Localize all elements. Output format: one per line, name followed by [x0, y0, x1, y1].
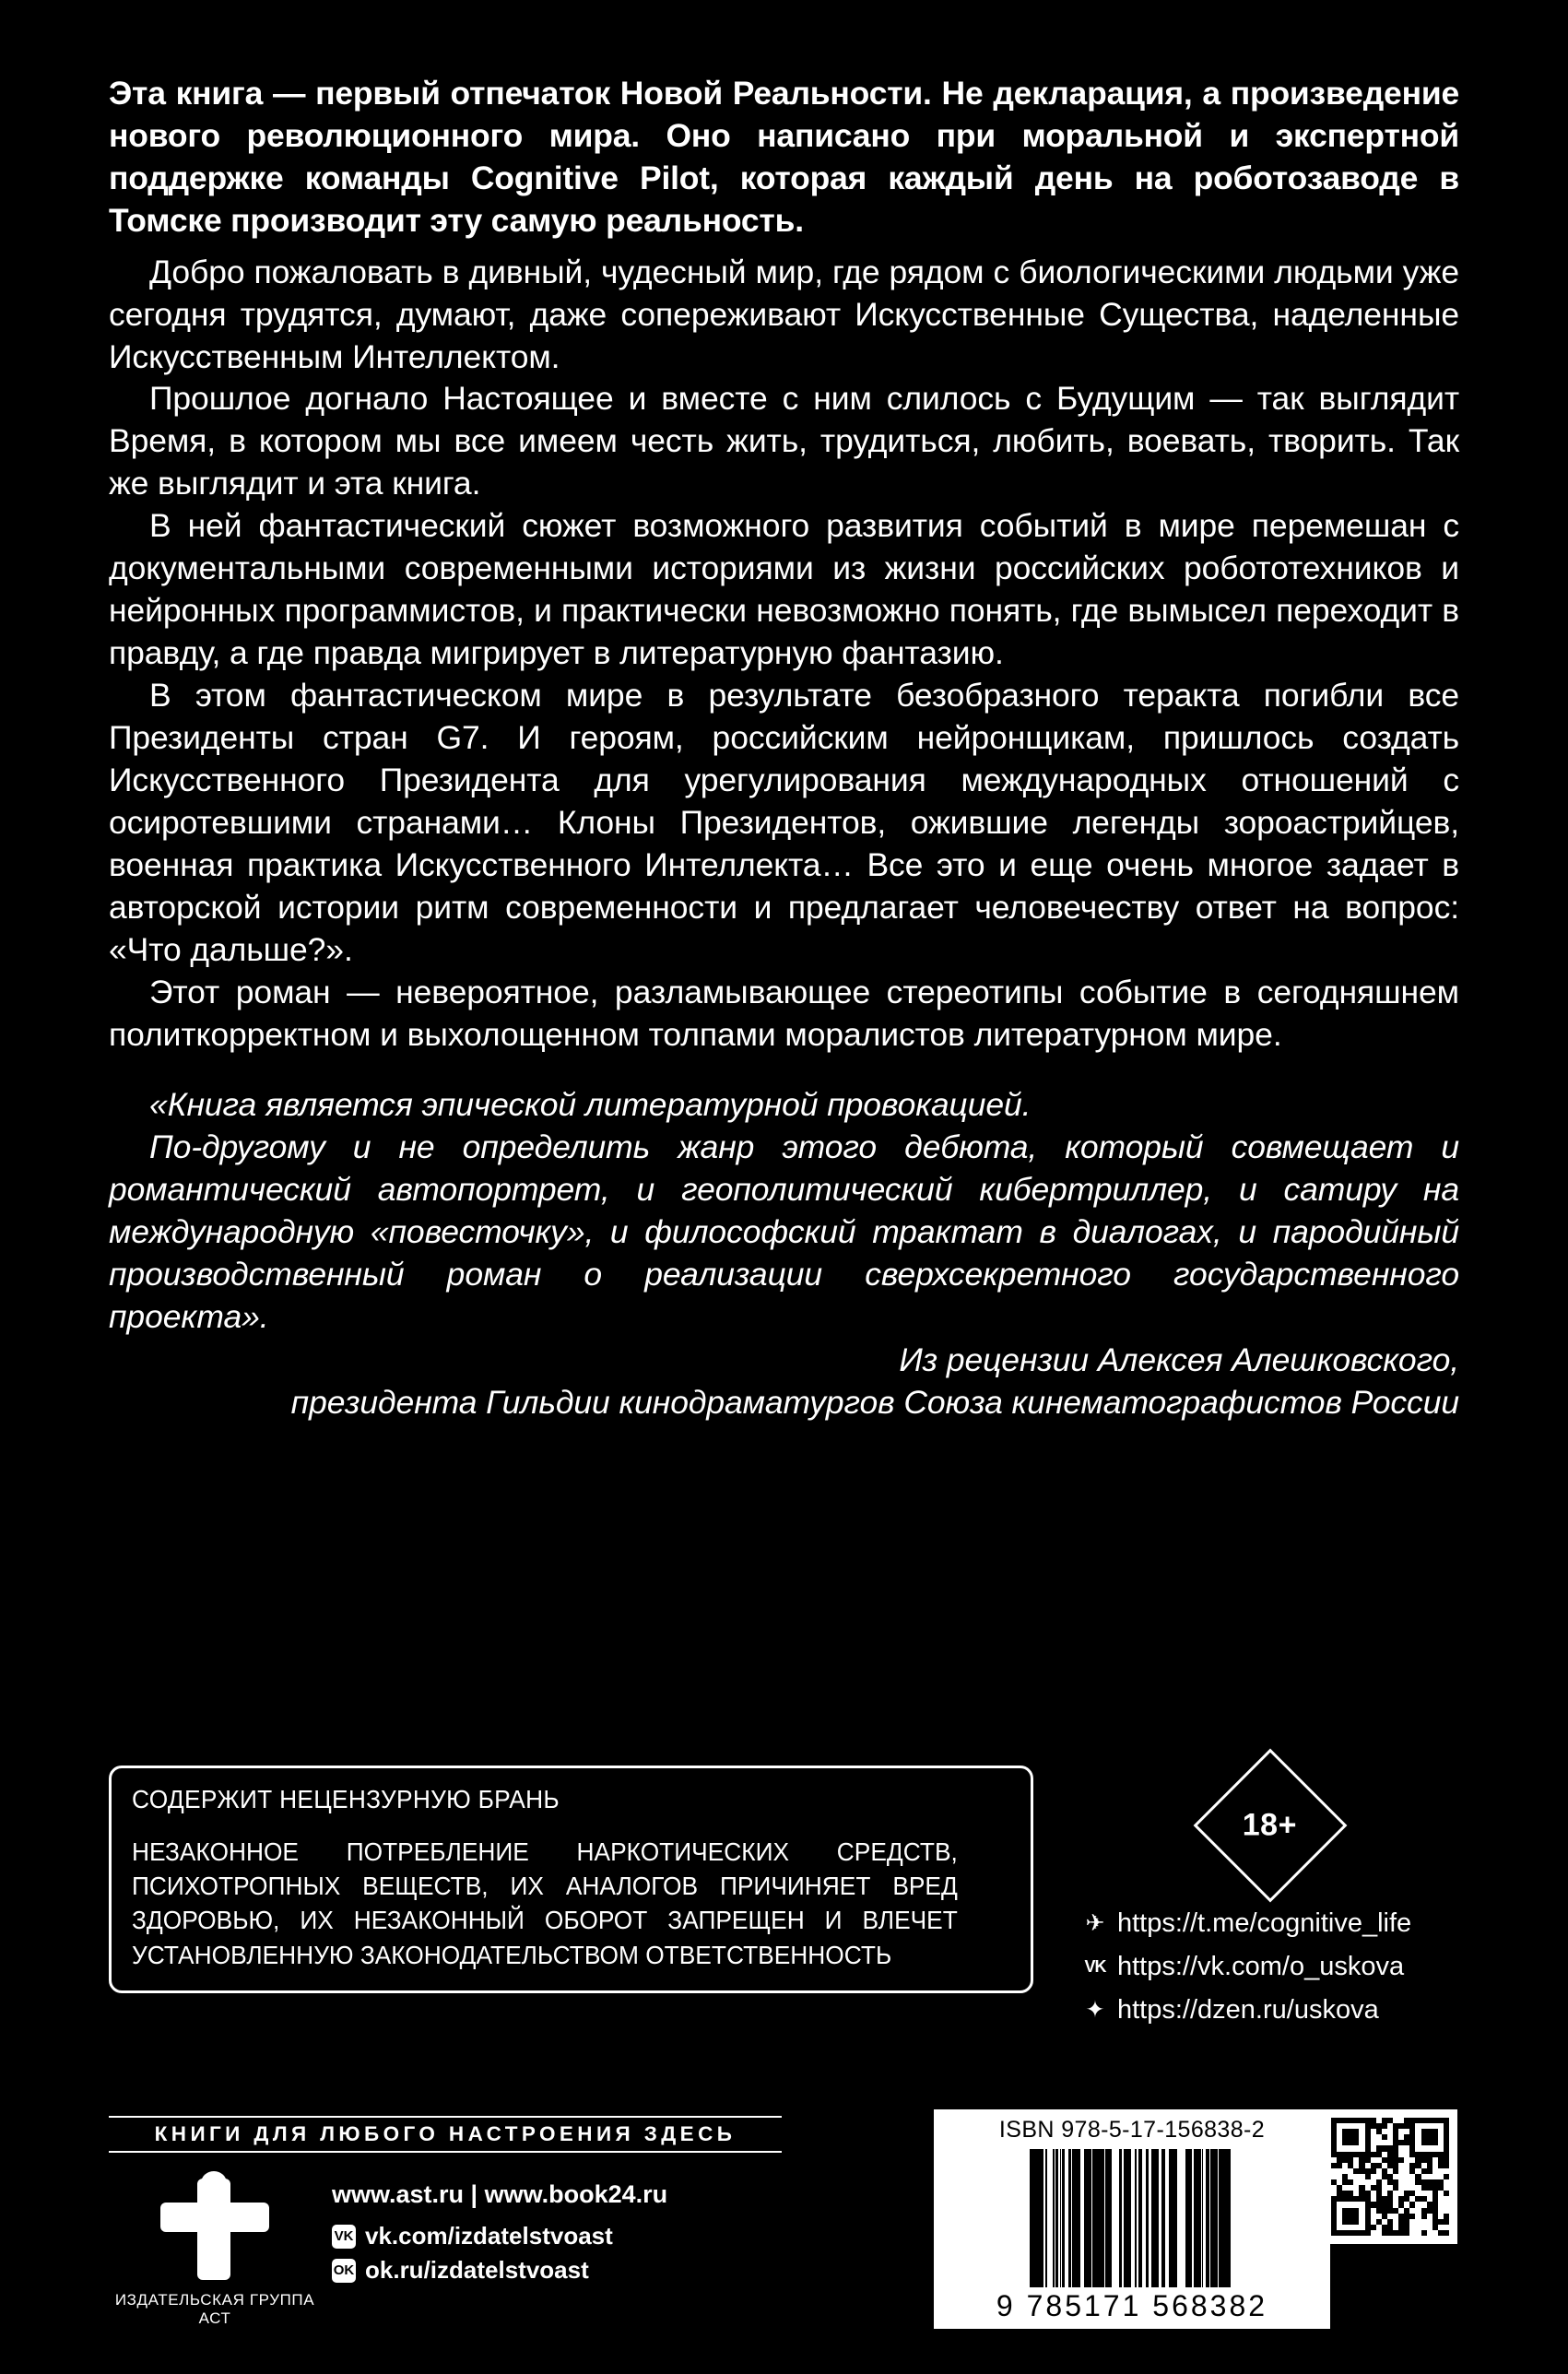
publisher-websites[interactable]: www.ast.ru | www.book24.ru — [332, 2180, 668, 2208]
lead-paragraph: Эта книга — первый отпечаток Новой Реальности. Не декларация, а произведение нового революционного мира. Оно написано при моральной и экспертной поддержке команды Cognitive Pilot, которая каждый день на роботозаводе в Томске производит эту самую реальность. — [109, 75, 1459, 240]
dzen-icon: ✦ — [1085, 1996, 1105, 2023]
publisher-social-ok-label[interactable]: ok.ru/izdatelstvoast — [365, 2256, 589, 2284]
publisher-social-vk-label[interactable]: vk.com/izdatelstvoast — [365, 2222, 613, 2250]
link-url-dzen[interactable]: https://dzen.ru/uskova — [1117, 1995, 1379, 2026]
blurb-paragraph-5: Этот роман — невероятное, разламывающее стереотипы событие в сегодняшнем политкорректном и выхолощенном толпами моралистов литературном мире. — [109, 974, 1459, 1053]
review-quote-line-2: По-другому и не определить жанр этого дебюта, который совмещает и романтический автопортрет, и геополитический кибертриллер, и сатиру на международную «повесточку», и философский трактат в диалогах, и пародийный производственный роман о реализации сверхсекретного государственного проекта». — [109, 1128, 1459, 1335]
link-item-vk[interactable] — [1081, 1947, 1459, 1986]
link-url-vk[interactable]: https://vk.com/o_uskova — [1117, 1952, 1405, 1982]
review-credit-line-2: президента Гильдии кинодраматургов Союза кинематографистов России — [290, 1383, 1459, 1421]
author-links-list — [1081, 1904, 1459, 2029]
link-item-dzen[interactable] — [1081, 1990, 1459, 2029]
barcode-digits: 9 785171 568382 — [996, 2289, 1268, 2322]
ast-logo-caption: ИЗДАТЕЛЬСКАЯ ГРУППА АСТ — [114, 2291, 315, 2327]
barcode — [943, 2149, 1321, 2287]
qr-code[interactable] — [1323, 2109, 1457, 2244]
telegram-icon: ✈ — [1085, 1909, 1105, 1936]
link-item-telegram[interactable] — [1081, 1904, 1459, 1943]
isbn-label: ISBN 978-5-17-156838-2 — [998, 2117, 1266, 2143]
age-and-links-column — [1063, 1766, 1459, 2034]
warning-title: СОДЕРЖИТ НЕЦЕНЗУРНУЮ БРАНЬ — [132, 1785, 560, 1813]
ast-logo-mark — [155, 2171, 275, 2282]
isbn-barcode-block — [934, 2109, 1330, 2329]
blurb-paragraph-4: В этом фантастическом мире в результате безобразного теракта погибли все Президенты стран G7. И героям, российским нейронщикам, пришлось создать Искусственного Президента для урегулирования международных отношений с осиротевшими странами… Клоны Президентов, ожившие легенды зороастрийцев, военная практика Искусственного Интеллекта… Все это и еще очень многое задает в авторской истории ритм современности и предлагает человечеству ответ на вопрос: «Что дальше?». — [109, 677, 1459, 969]
link-url-telegram[interactable]: https://t.me/cognitive_life — [1117, 1908, 1412, 1938]
warning-body: НЕЗАКОННОЕ ПОТРЕБЛЕНИЕ НАРКОТИЧЕСКИХ СРЕДСТВ, ПСИХОТРОПНЫХ ВЕЩЕСТВ, ИХ АНАЛОГОВ ПРИЧИНЯЕТ ВРЕД ЗДОРОВЬЮ, ИХ НЕЗАКОННЫЙ ОБОРОТ ЗАПРЕЩЕН И ВЛЕЧЕТ УСТАНОВЛЕННУЮ ЗАКОНОДАТЕЛЬСТВОМ ОТВЕТСТВЕННОСТЬ — [132, 1837, 958, 1969]
publisher-slogan: КНИГИ ДЛЯ ЛЮБОГО НАСТРОЕНИЯ ЗДЕСЬ — [109, 2116, 782, 2153]
blurb-paragraph-1: Добро пожаловать в дивный, чудесный мир, где рядом с биологическими людьми уже сегодня трудятся, думают, даже сопереживают Искусственные Существа, наделенные Искусственным Интеллектом. — [109, 253, 1459, 375]
review-quote-line-1: «Книга является эпической литературной провокацией. — [149, 1085, 1032, 1123]
vk-icon: VK — [332, 2225, 356, 2249]
review-credit-line-1: Из рецензии Алексея Алешковского, — [899, 1341, 1459, 1378]
age-rating-label: 18+ — [1243, 1807, 1298, 1843]
legal-warning-box — [109, 1766, 1033, 1993]
blurb-paragraph-2: Прошлое догнало Настоящее и вместе с ним слилось с Будущим — так выглядит Время, в котором мы все имеем честь жить, трудиться, любить, воевать, творить. Так же выглядит и эта книга. — [109, 380, 1459, 502]
bottom-zone — [109, 1766, 1459, 2034]
blurb-paragraph-3: В ней фантастический сюжет возможного развития событий в мире перемешан с документальными современными историями из жизни российских робототехников и нейронных программистов, и практически невозможно понять, где вымысел переходит в правду, а где правда мигрирует в литературную фантазию. — [109, 507, 1459, 672]
age-rating-badge — [1194, 1749, 1348, 1903]
ast-logo — [109, 2167, 321, 2328]
vk-icon: VK — [1084, 1957, 1106, 1977]
ok-icon: OK — [332, 2259, 356, 2283]
